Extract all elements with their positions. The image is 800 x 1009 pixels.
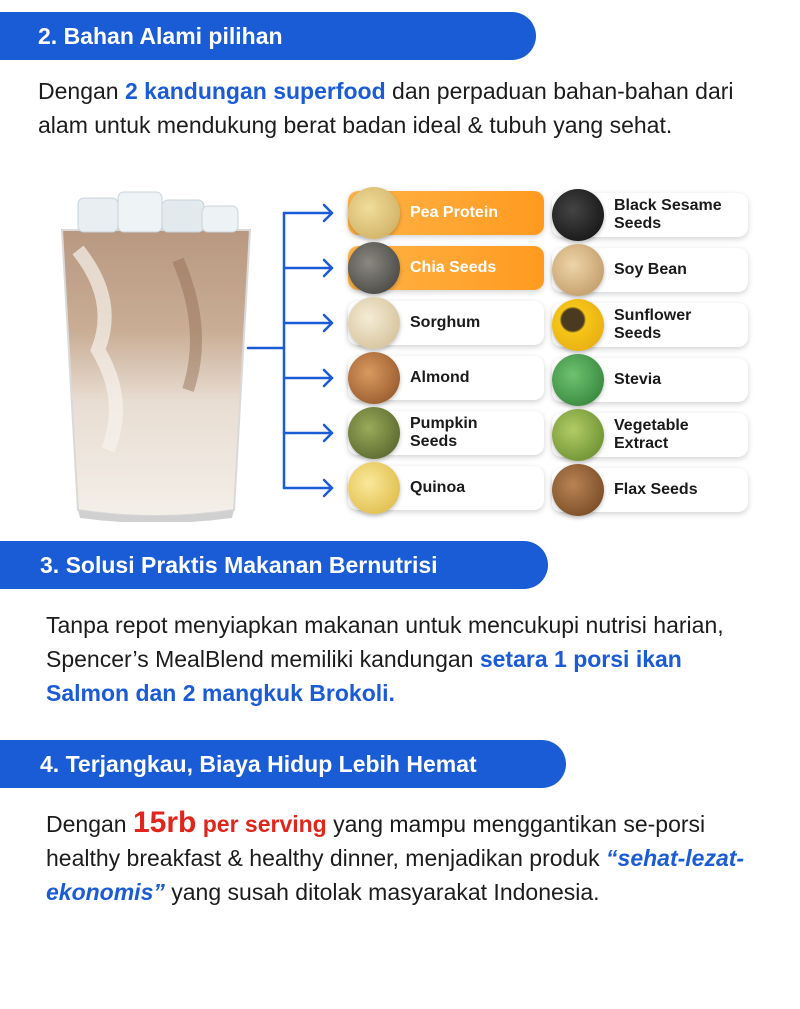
almond-icon [348, 352, 400, 404]
tagline: “sehat-lezat-ekonomis” [46, 845, 745, 905]
vegetable-extract-bowl-icon [552, 409, 604, 461]
soy-bean-bowl-icon [552, 244, 604, 296]
section-2-paragraph: Dengan 2 kandungan superfood dan perpaduan bahan-bahan dari alam untuk mendukung berat badan ideal & tubuh yang sehat. [38, 78, 734, 138]
ingredient-chia-seeds: Chia Seeds [348, 246, 544, 290]
section-4-banner [0, 740, 566, 788]
ingredient-pumpkin-seeds: Pumpkin Seeds [348, 411, 544, 455]
flax-seeds-bowl-icon [552, 464, 604, 516]
price-value: 15rb [132, 806, 197, 839]
ingredient-vegetable-extract: Vegetable Extract [552, 413, 748, 457]
stevia-leaf-icon [552, 354, 604, 406]
section-4-title: 4. Terjangkau, Biaya Hidup Lebih Hemat [40, 751, 477, 777]
section-3-title: 3. Solusi Praktis Makanan Bernutrisi [40, 552, 438, 578]
section-4-paragraph: Dengan 15rb per serving yang mampu menggantikan se-porsi healthy breakfast & healthy dinner, menjadikan produk “sehat-lezat-ekonomis” yang susah ditolak masyarakat Indonesia. [46, 806, 745, 905]
pumpkin-seeds-bowl-icon [348, 407, 400, 459]
ingredient-almond: Almond [348, 356, 544, 400]
section-3-banner [0, 541, 548, 589]
section-3-paragraph: Tanpa repot menyiapkan makanan untuk mencukupi nutrisi harian, Spencer’s MealBlend memiliki kandungan setara 1 porsi ikan Salmon dan 2 mangkuk Brokoli. [46, 612, 724, 706]
ingredient-quinoa: Quinoa [348, 466, 544, 510]
sorghum-bowl-icon [348, 297, 400, 349]
section-2-title: 2. Bahan Alami pilihan [38, 23, 283, 49]
section-2-banner [0, 12, 536, 60]
quinoa-bowl-icon [348, 462, 400, 514]
ingredient-pea-protein: Pea Protein [348, 191, 544, 235]
ingredient-stevia: Stevia [552, 358, 748, 402]
superfood-highlight: 2 kandungan superfood [124, 78, 386, 104]
salmon-broccoli-highlight: setara 1 porsi ikan Salmon dan 2 mangkuk Brokoli. [46, 646, 682, 706]
ingredient-connector-lines [240, 200, 340, 500]
black-sesame-bowl-icon [552, 189, 604, 241]
ingredient-sunflower-seeds: Sunflower Seeds [552, 303, 748, 347]
ingredient-black-sesame-seeds: Black Sesame Seeds [552, 193, 748, 237]
sunflower-icon [552, 299, 604, 351]
per-serving-label: per serving [196, 811, 327, 837]
pea-protein-bowl-icon [348, 187, 400, 239]
ingredient-sorghum: Sorghum [348, 301, 544, 345]
chia-seeds-bowl-icon [348, 242, 400, 294]
iced-drink-image [58, 190, 254, 522]
ingredient-flax-seeds: Flax Seeds [552, 468, 748, 512]
ingredient-soy-bean: Soy Bean [552, 248, 748, 292]
